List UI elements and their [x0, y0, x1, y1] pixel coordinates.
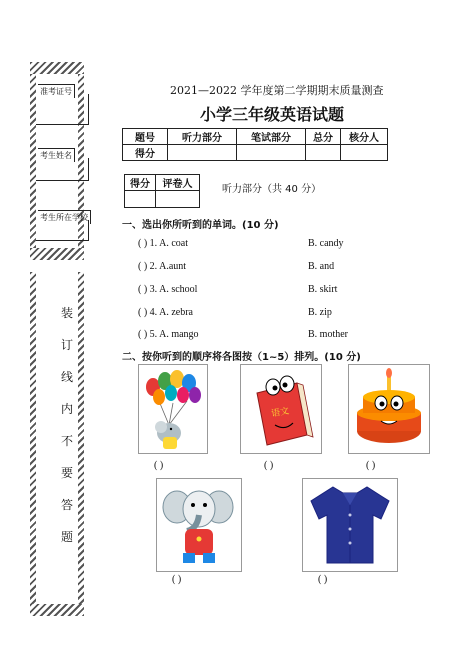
picture-chinese-book	[240, 364, 322, 454]
question-option-b[interactable]: B. candy	[308, 238, 344, 249]
listening-title: 听力部分（共 40 分）	[222, 184, 322, 195]
answer-blank[interactable]: ( )	[366, 460, 376, 471]
question-option-a[interactable]: ( ) 3. A. school	[138, 284, 198, 295]
exam-subtitle: 2021—2022 学年度第二学期期末质量测查	[170, 84, 384, 97]
exam-title: 小学三年级英语试题	[200, 105, 345, 124]
binding-hatch-bottom	[30, 604, 84, 616]
question-option-a[interactable]: ( ) 2. A.aunt	[138, 261, 187, 272]
binding-warning-char: 内	[61, 402, 74, 416]
grader-box	[124, 174, 200, 208]
score-cell[interactable]	[306, 145, 341, 161]
part2-title: 二、按你听到的顺序将各图按（1~5）排列。(10 分)	[122, 352, 361, 363]
score-cell[interactable]	[341, 145, 388, 161]
question-option-a[interactable]: ( ) 4. A. zebra	[138, 307, 193, 318]
exam-id-label: 准考证号	[38, 84, 75, 98]
picture-birthday-cake	[348, 364, 430, 454]
answer-blank[interactable]: ( )	[154, 460, 164, 471]
question-option-a[interactable]: ( ) 1. A. coat	[138, 238, 188, 249]
book-label: 语文	[270, 406, 291, 420]
score-table	[122, 128, 388, 161]
score-cell[interactable]	[237, 145, 306, 161]
question-option-b[interactable]: B. skirt	[308, 284, 338, 295]
question-option-b[interactable]: B. mother	[308, 329, 348, 340]
grader-name-cell[interactable]	[156, 191, 200, 208]
score-header: 听力部分	[168, 129, 237, 145]
question-option-b[interactable]: B. and	[308, 261, 335, 272]
cake-icon	[349, 365, 429, 453]
binding-warning-char: 装	[61, 306, 74, 320]
binding-warning-char: 订	[61, 338, 74, 352]
score-cell[interactable]	[168, 145, 237, 161]
balloons-elephant-icon	[139, 365, 207, 453]
binding-hatch-left-2	[30, 272, 36, 608]
binding-warning-char: 题	[61, 530, 74, 544]
answer-blank[interactable]: ( )	[318, 574, 328, 585]
answer-blank[interactable]: ( )	[264, 460, 274, 471]
binding-hatch-mid	[30, 248, 84, 260]
school-label: 考生所在学校	[38, 210, 91, 224]
answer-blank[interactable]: ( )	[172, 574, 182, 585]
picture-balloons-elephant	[138, 364, 208, 454]
question-option-b[interactable]: B. zip	[308, 307, 332, 318]
picture-shirt	[302, 478, 398, 572]
binding-warning-char: 不	[61, 434, 74, 448]
grader-score-label: 得分	[125, 175, 156, 191]
part1-title: 一、选出你所听到的单词。(10 分)	[122, 220, 279, 231]
binding-warning-char: 要	[61, 466, 74, 480]
student-name-label: 考生姓名	[38, 148, 75, 162]
binding-hatch-right-2	[78, 272, 84, 608]
binding-hatch-top	[30, 62, 84, 74]
score-header: 笔试部分	[237, 129, 306, 145]
elephant-icon	[157, 479, 241, 571]
grader-label: 评卷人	[156, 175, 200, 191]
school-field[interactable]	[36, 220, 89, 241]
score-header: 题号	[123, 129, 168, 145]
grader-score-cell[interactable]	[125, 191, 156, 208]
score-row-label: 得分	[123, 145, 168, 161]
score-header: 核分人	[341, 129, 388, 145]
picture-elephant	[156, 478, 242, 572]
student-name-field[interactable]	[36, 158, 89, 181]
exam-id-field[interactable]	[36, 94, 89, 125]
score-header: 总分	[306, 129, 341, 145]
shirt-icon	[303, 479, 397, 571]
binding-warning-char: 线	[61, 370, 74, 384]
question-option-a[interactable]: ( ) 5. A. mango	[138, 329, 199, 340]
binding-warning-char: 答	[61, 498, 74, 512]
